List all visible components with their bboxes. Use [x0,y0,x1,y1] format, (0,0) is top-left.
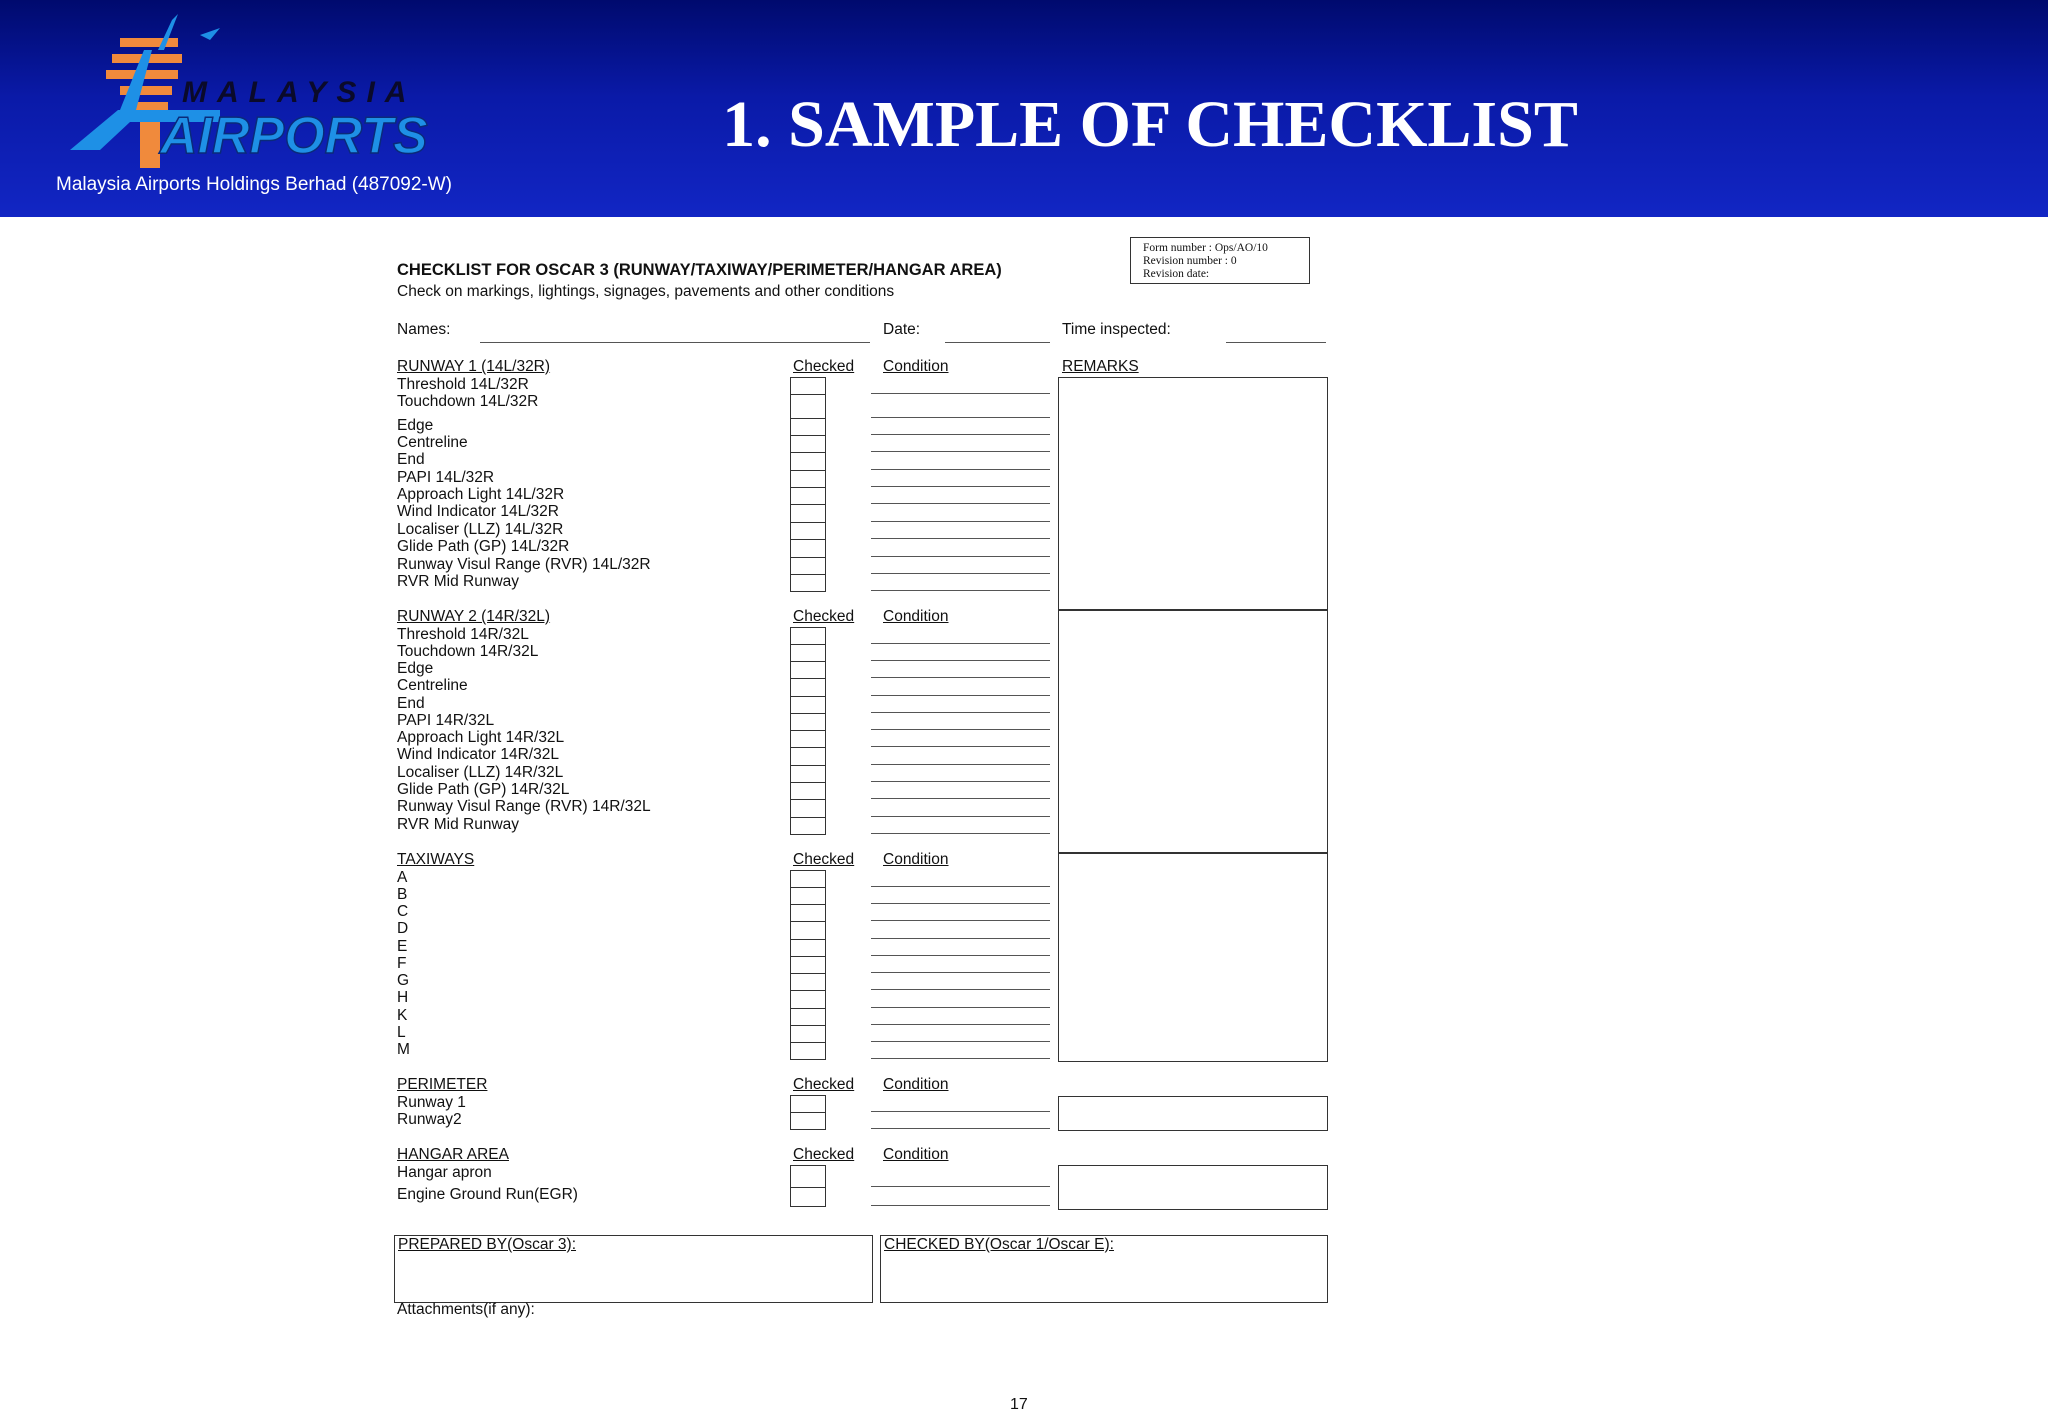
condition-line-runway-1-1[interactable] [871,417,1050,418]
company-name: Malaysia Airports Holdings Berhad (487092-W) [56,174,453,195]
time-inspected-label: Time inspected: [1062,321,1171,338]
condition-line-taxiways-3[interactable] [871,938,1050,939]
checklist-item-label: Centreline [397,677,468,694]
checkbox-taxiways-6[interactable] [790,973,826,991]
checkbox-taxiways-7[interactable] [790,990,826,1009]
checklist-item-label: End [397,695,425,712]
remarks-box-perimeter[interactable] [1058,1096,1328,1131]
remarks-box-runway-1[interactable] [1058,377,1328,611]
condition-line-runway-2-2[interactable] [871,677,1050,678]
checked-header-hangar-area: Checked [793,1146,855,1163]
condition-line-hangar-area-0[interactable] [871,1186,1050,1187]
checked-header-runway-2: Checked [793,608,855,625]
checked-by-box[interactable] [880,1235,1328,1303]
checkbox-runway-1-2[interactable] [790,418,826,436]
page-number: 17 [1010,1396,1028,1413]
checkbox-runway-1-6[interactable] [790,487,826,505]
remarks-box-hangar[interactable] [1058,1165,1328,1210]
checklist-item-label: RVR Mid Runway [397,816,520,833]
section-heading-runway-2: RUNWAY 2 (14R/32L) [397,608,551,625]
checklist-item-label: Approach Light 14R/32L [397,729,565,746]
checklist-item-label: H [397,989,409,1006]
condition-line-runway-1-6[interactable] [871,503,1050,504]
checkbox-runway-1-7[interactable] [790,504,826,523]
checklist-item-label: Localiser (LLZ) 14R/32L [397,764,564,781]
condition-line-runway-1-8[interactable] [871,538,1050,539]
condition-line-taxiways-9[interactable] [871,1041,1050,1042]
condition-line-taxiways-1[interactable] [871,903,1050,904]
revision-date: Revision date: [1143,268,1210,280]
checklist-item-label: Wind Indicator 14L/32R [397,503,559,520]
condition-line-runway-1-4[interactable] [871,469,1050,470]
checklist-item-label: Touchdown 14L/32R [397,393,539,410]
checklist-item-label: Edge [397,417,434,434]
condition-header-perimeter: Condition [883,1076,949,1093]
checklist-item-label: B [397,886,408,903]
checklist-subtitle: Check on markings, lightings, signages, pavements and other conditions [397,283,895,300]
checkbox-runway-1-4[interactable] [790,452,826,471]
condition-line-runway-2-11[interactable] [871,833,1050,834]
checklist-item-label: E [397,938,408,955]
attachments-label: Attachments(if any): [397,1301,535,1318]
condition-line-runway-2-0[interactable] [871,643,1050,644]
condition-line-runway-1-2[interactable] [871,434,1050,435]
checklist-item-label: Localiser (LLZ) 14L/32R [397,521,564,538]
checkbox-taxiways-10[interactable] [790,1042,826,1060]
condition-line-taxiways-0[interactable] [871,886,1050,887]
condition-line-taxiways-7[interactable] [871,1007,1050,1008]
checklist-item-label: Engine Ground Run(EGR) [397,1186,578,1203]
checkbox-runway-1-11[interactable] [790,574,826,592]
date-label: Date: [883,321,921,338]
checkbox-runway-2-3[interactable] [790,678,826,697]
condition-line-runway-2-5[interactable] [871,729,1050,730]
checklist-item-label: Runway Visul Range (RVR) 14R/32L [397,798,651,815]
section-heading-perimeter: PERIMETER [397,1076,488,1093]
checklist-item-label: L [397,1024,406,1041]
condition-line-taxiways-10[interactable] [871,1058,1050,1059]
condition-line-hangar-area-1[interactable] [871,1205,1050,1206]
checkbox-runway-2-2[interactable] [790,661,826,679]
date-line[interactable] [945,342,1050,343]
checkbox-runway-2-8[interactable] [790,765,826,783]
condition-line-runway-1-9[interactable] [871,556,1050,557]
checkbox-runway-2-1[interactable] [790,644,826,662]
condition-line-taxiways-6[interactable] [871,989,1050,990]
checkbox-taxiways-9[interactable] [790,1025,826,1043]
checklist-title: CHECKLIST FOR OSCAR 3 (RUNWAY/TAXIWAY/PERIMETER/HANGAR AREA) [397,261,1002,279]
checklist-item-label: F [397,955,407,972]
section-heading-taxiways: TAXIWAYS [397,851,475,868]
checkbox-runway-2-9[interactable] [790,782,826,800]
prepared-by-box[interactable] [394,1235,873,1303]
checklist-item-label: Touchdown 14R/32L [397,643,539,660]
checkbox-runway-1-8[interactable] [790,522,826,540]
form-info-box [1130,237,1310,284]
checkbox-taxiways-4[interactable] [790,939,826,957]
checkbox-taxiways-2[interactable] [790,904,826,922]
checkbox-taxiways-1[interactable] [790,887,826,905]
svg-text:AIRPORTS: AIRPORTS [160,107,428,165]
names-line[interactable] [480,342,870,343]
revision-number: Revision number : 0 [1143,255,1237,267]
checkbox-taxiways-8[interactable] [790,1008,826,1026]
condition-header-hangar-area: Condition [883,1146,949,1163]
checkbox-runway-1-1[interactable] [790,394,826,419]
checklist-item-label: D [397,920,409,937]
condition-line-perimeter-1[interactable] [871,1128,1050,1129]
prepared-by-label: PREPARED BY(Oscar 3): [398,1236,577,1253]
section-heading-runway-1: RUNWAY 1 (14L/32R) [397,358,551,375]
condition-line-runway-1-7[interactable] [871,521,1050,522]
remarks-box-runway-2[interactable] [1058,609,1328,854]
checklist-item-label: Glide Path (GP) 14L/32R [397,538,570,555]
checkbox-runway-2-4[interactable] [790,696,826,714]
checklist-item-label: A [397,869,408,886]
condition-header-runway-2: Condition [883,608,949,625]
checklist-item-label: PAPI 14R/32L [397,712,495,729]
condition-line-runway-2-7[interactable] [871,764,1050,765]
checkbox-taxiways-0[interactable] [790,870,826,888]
section-heading-hangar-area: HANGAR AREA [397,1146,509,1163]
checked-by-label: CHECKED BY(Oscar 1/Oscar E): [884,1236,1114,1253]
checklist-item-label: Runway Visul Range (RVR) 14L/32R [397,556,651,573]
checklist-item-label: G [397,972,410,989]
condition-line-taxiways-4[interactable] [871,955,1050,956]
checkbox-runway-2-5[interactable] [790,713,826,731]
checklist-item-label: Glide Path (GP) 14R/32L [397,781,570,798]
checkbox-runway-1-10[interactable] [790,557,826,575]
checklist-item-label: Edge [397,660,434,677]
checkbox-runway-2-0[interactable] [790,627,826,645]
checklist-item-label: Hangar apron [397,1164,492,1181]
checkbox-runway-1-0[interactable] [790,377,826,395]
condition-line-runway-2-9[interactable] [871,798,1050,799]
checkbox-taxiways-3[interactable] [790,921,826,940]
checkbox-runway-1-5[interactable] [790,470,826,488]
remarks-box-taxiways[interactable] [1058,852,1328,1062]
condition-line-runway-1-5[interactable] [871,486,1050,487]
names-label: Names: [397,321,451,338]
page-title: 1. SAMPLE OF CHECKLIST [722,88,1578,161]
svg-text:MALAYSIA: MALAYSIA [182,76,417,109]
condition-line-runway-2-3[interactable] [871,695,1050,696]
checkbox-runway-2-7[interactable] [790,747,826,766]
condition-header-runway-1: Condition [883,358,949,375]
checkbox-runway-2-11[interactable] [790,817,826,835]
condition-line-runway-2-1[interactable] [871,660,1050,661]
checkbox-perimeter-1[interactable] [790,1112,826,1130]
form-number: Form number : Ops/AO/10 [1143,242,1268,254]
condition-line-runway-1-3[interactable] [871,451,1050,452]
condition-line-taxiways-8[interactable] [871,1024,1050,1025]
checklist-item-label: K [397,1007,408,1024]
condition-line-runway-1-0[interactable] [871,393,1050,394]
checklist-item-label: Runway2 [397,1111,462,1128]
checkbox-runway-1-9[interactable] [790,539,826,558]
condition-line-taxiways-2[interactable] [871,920,1050,921]
checklist-item-label: PAPI 14L/32R [397,469,495,486]
condition-line-runway-2-8[interactable] [871,781,1050,782]
checked-header-runway-1: Checked [793,358,855,375]
checklist-item-label: Wind Indicator 14R/32L [397,746,559,763]
condition-line-perimeter-0[interactable] [871,1111,1050,1112]
checklist-item-label: Runway 1 [397,1094,466,1111]
time-line[interactable] [1226,342,1326,343]
checklist-item-label: Centreline [397,434,468,451]
checkbox-perimeter-0[interactable] [790,1095,826,1113]
condition-line-runway-2-4[interactable] [871,712,1050,713]
checked-header-taxiways: Checked [793,851,855,868]
checkbox-runway-2-10[interactable] [790,799,826,818]
checkbox-hangar-area-1[interactable] [790,1187,826,1207]
condition-line-runway-2-10[interactable] [871,816,1050,817]
checklist-item-label: Threshold 14L/32R [397,376,529,393]
checklist-item-label: End [397,451,425,468]
checkbox-runway-2-6[interactable] [790,730,826,748]
checklist-item-label: C [397,903,409,920]
checklist-item-label: M [397,1041,410,1058]
checkbox-hangar-area-0[interactable] [790,1165,826,1188]
condition-line-taxiways-5[interactable] [871,972,1050,973]
checkbox-runway-1-3[interactable] [790,435,826,453]
condition-line-runway-1-10[interactable] [871,573,1050,574]
condition-line-runway-2-6[interactable] [871,746,1050,747]
checked-header-perimeter: Checked [793,1076,855,1093]
condition-line-runway-1-11[interactable] [871,590,1050,591]
checklist-item-label: RVR Mid Runway [397,573,520,590]
checklist-item-label: Threshold 14R/32L [397,626,529,643]
remarks-header: REMARKS [1062,358,1139,375]
condition-header-taxiways: Condition [883,851,949,868]
checklist-item-label: Approach Light 14L/32R [397,486,565,503]
checkbox-taxiways-5[interactable] [790,956,826,974]
